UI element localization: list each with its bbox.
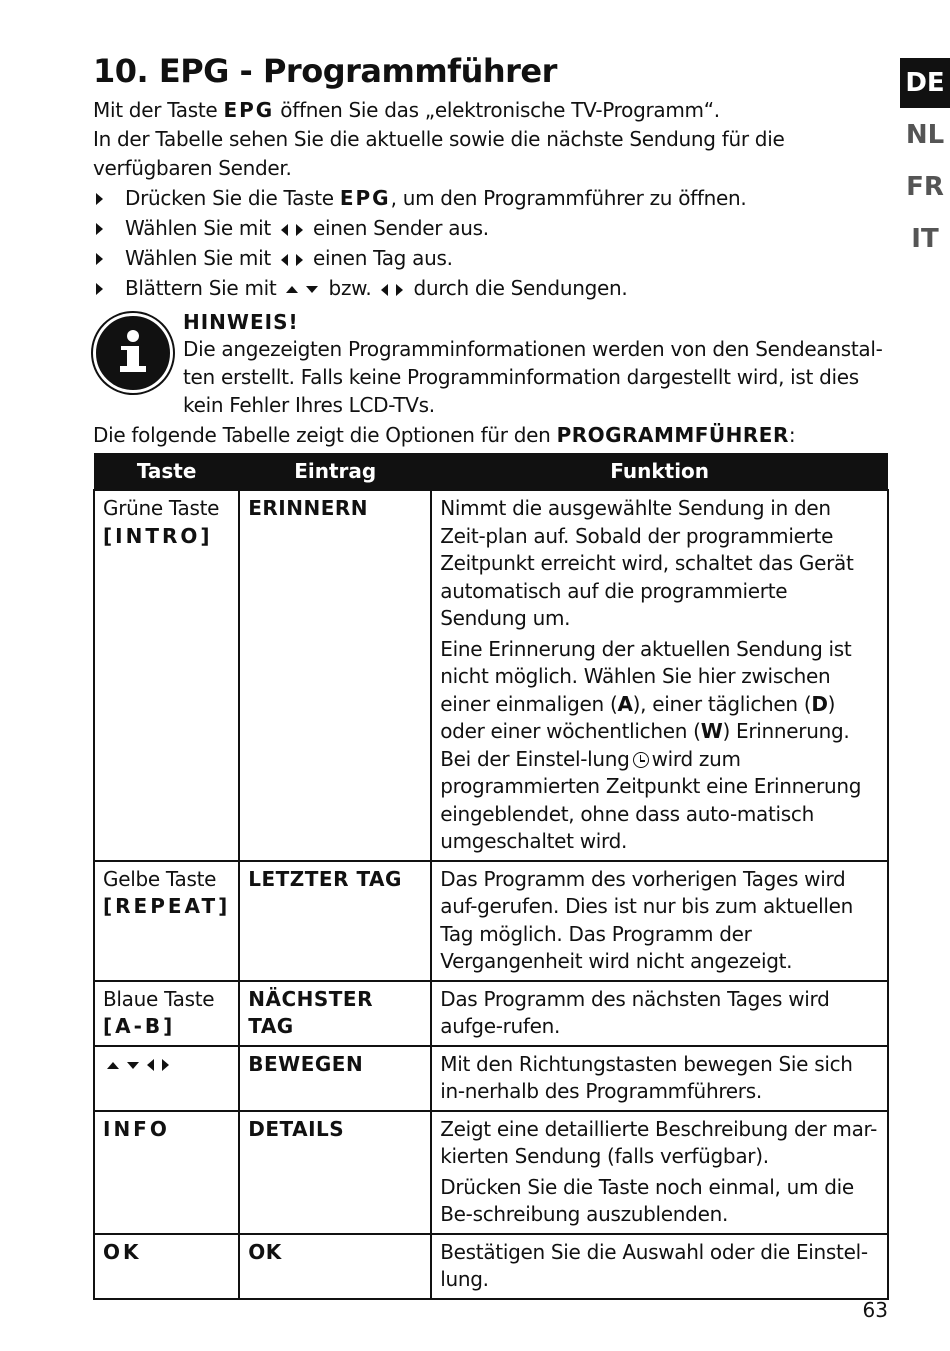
language-tab-nl: NL [905,120,945,150]
table-row [94,1046,888,1111]
up-arrow-icon [107,1062,119,1069]
function-cell: Mit den Richtungstasten bewegen Sie sich in-nerhalb des Programmführers. [431,1046,888,1111]
entry-cell: DETAILS [239,1111,431,1234]
right-arrow-icon [396,284,403,296]
column-header: Eintrag [239,453,431,490]
entry-cell: NÄCHSTER TAG [239,981,431,1046]
list-item: Drücken Sie die Taste EPG, um den Programmführer zu öffnen. [93,183,893,213]
instruction-list [93,183,893,303]
function-cell: Das Programm des nächsten Tages wird aufge-rufen. [431,981,888,1046]
list-item: Wählen Sie mit einen Tag aus. [93,243,893,273]
intro-line-1: Mit der Taste EPG öffnen Sie das „elektronische TV-Programm“. [93,98,720,122]
page-content [93,52,893,450]
epg-key: EPG [223,98,275,122]
note-body: Die angezeigten Programminformationen werden von den Sendeanstal-ten erstellt. Falls keine Programminformation dargestellt wird, ist dies kein Fehler Ihres LCD-TVs. [183,337,883,417]
entry-cell: BEWEGEN [239,1046,431,1111]
table-row [94,1234,888,1299]
table-row [94,981,888,1046]
left-arrow-icon [147,1059,154,1071]
function-cell: Das Programm des vorherigen Tages wird auf-gerufen. Dies ist nur bis zum aktuellen Tag möglich. Das Programm der Vergangenheit wird nicht angezeigt. [431,861,888,981]
list-item: Wählen Sie mit einen Sender aus. [93,213,893,243]
key-cell: Grüne Taste [INTRO] [94,490,239,861]
bullet-icon [96,193,103,205]
table-header-row [94,453,888,490]
bullet-icon [96,283,103,295]
left-arrow-icon [381,284,388,296]
page-title: 10. EPG - Programmführer [93,52,557,90]
column-header: Funktion [431,453,888,490]
key-cell: Blaue Taste [A-B] [94,981,239,1046]
table-intro: Die folgende Tabelle zeigt die Optionen für den PROGRAMMFÜHRER: [93,423,796,447]
down-arrow-icon [306,286,318,293]
info-icon [93,313,173,393]
right-arrow-icon [296,224,303,236]
left-arrow-icon [281,254,288,266]
bullet-icon [96,253,103,265]
column-header: Taste [94,453,239,490]
language-tab-it: IT [911,224,939,254]
left-arrow-icon [281,224,288,236]
entry-cell: ERINNERN [239,490,431,861]
bullet-icon [96,223,103,235]
page-number: 63 [862,1298,888,1322]
note-title: HINWEIS! [183,310,299,334]
function-cell: Bestätigen Sie die Auswahl oder die Einstel-lung. [431,1234,888,1299]
table-row [94,1111,888,1234]
down-arrow-icon [127,1062,139,1069]
entry-cell: LETZTER TAG [239,861,431,981]
key-cell: Gelbe Taste [REPEAT] [94,861,239,981]
entry-cell: OK [239,1234,431,1299]
language-tab-de: DE [900,58,950,108]
epg-options-table [93,453,889,1300]
intro-line-2: In der Tabelle sehen Sie die aktuelle sowie die nächste Sendung für die verfügbaren Sender. [93,127,785,180]
up-arrow-icon [286,286,298,293]
key-cell: OK [94,1234,239,1299]
function-cell: Zeigt eine detaillierte Beschreibung der mar-kierten Sendung (falls verfügbar). Drücken Sie die Taste noch einmal, um die Be-schreibung auszublenden. [431,1111,888,1234]
note-box [93,309,893,419]
list-item: Blättern Sie mit bzw. durch die Sendungen. [93,273,893,303]
key-cell [94,1046,239,1111]
right-arrow-icon [296,254,303,266]
clock-icon [633,752,649,768]
function-cell: Nimmt die ausgewählte Sendung in den Zeit-plan auf. Sobald der programmierte Zeitpunkt erreicht wird, schaltet das Gerät automatisch auf die programmierte Sendung um. Eine Erinnerung der aktuellen Sendung ist nicht möglich. Wählen Sie hier zwischen einer einmaligen (A), einer täglichen (D) oder einer wöchentlichen (W) Erinnerung. Bei der Einstel-lung wird zum programmierten Zeitpunkt eine Erinnerung eingeblendet, ohne dass auto-matisch umgeschaltet wird. [431,490,888,861]
key-cell: INFO [94,1111,239,1234]
language-tab-fr: FR [906,172,944,202]
right-arrow-icon [162,1059,169,1071]
table-row [94,490,888,861]
table-row [94,861,888,981]
